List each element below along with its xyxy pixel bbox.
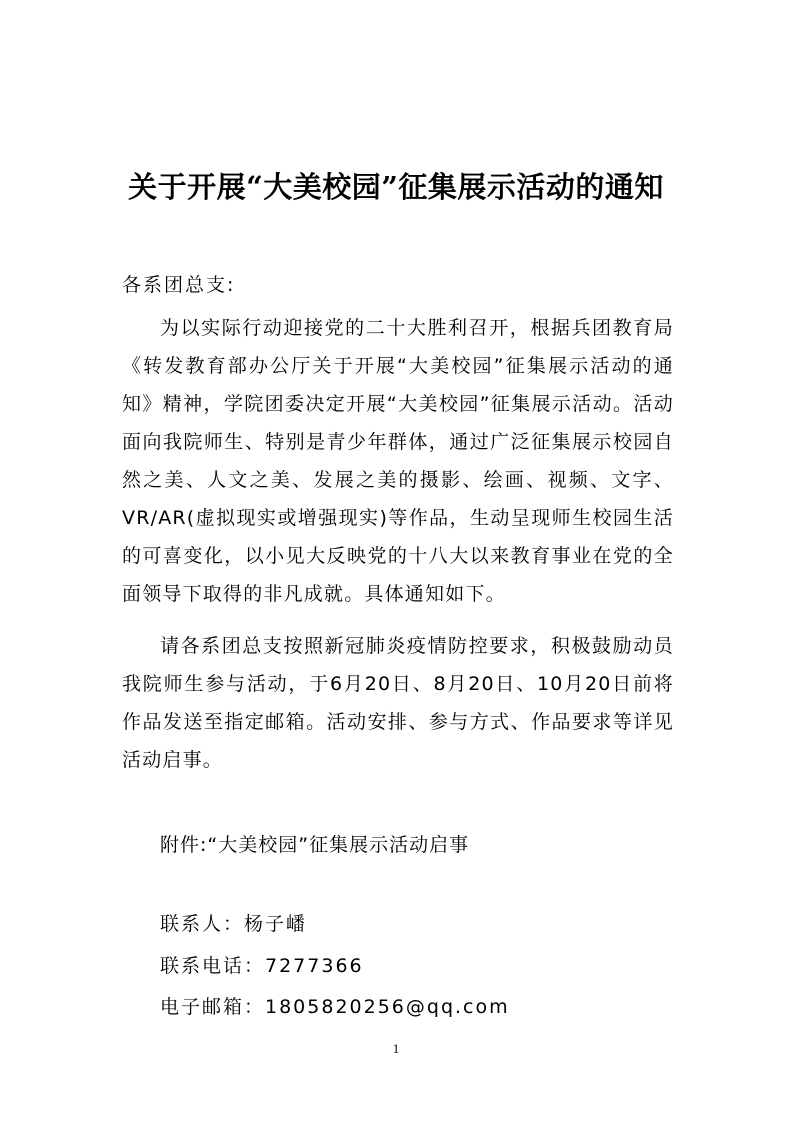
page-number: 1	[392, 1041, 400, 1056]
contact-email: 电子邮箱：1805820256@qq.com	[160, 996, 510, 1018]
attachment-line: 附件:“大美校园”征集展示活动启事	[160, 834, 470, 856]
body-paragraph-1: 为以实际行动迎接党的二十大胜利召开，根据兵团教育局《转发教育部办公厅关于开展“大美校园”征集展示活动的通知》精神，学院团委决定开展“大美校园”征集展示活动。活动面向我院师生、特别是青少年群体，通过广泛征集展示校园自然之美、人文之美、发展之美的摄影、绘画、视频、文字、VR/AR(虚拟现实或增强现实)等作品，生动呈现师生校园生活的可喜变化，以小见大反映党的十八大以来教育事业在党的全面领导下取得的非凡成就。具体通知如下。	[122, 317, 674, 605]
document-title: 关于开展“大美校园”征集展示活动的通知	[128, 170, 664, 204]
contact-person: 联系人：杨子嶓	[160, 913, 308, 935]
contact-phone: 联系电话：7277366	[160, 955, 364, 977]
salutation: 各系团总支:	[122, 274, 236, 296]
body-paragraph-2: 请各系团总支按照新冠肺炎疫情防控要求，积极鼓励动员我院师生参与活动，于6月20日、8月20日、10月20日前将作品发送至指定邮箱。活动安排、参与方式、作品要求等详见活动启事。	[122, 635, 674, 771]
